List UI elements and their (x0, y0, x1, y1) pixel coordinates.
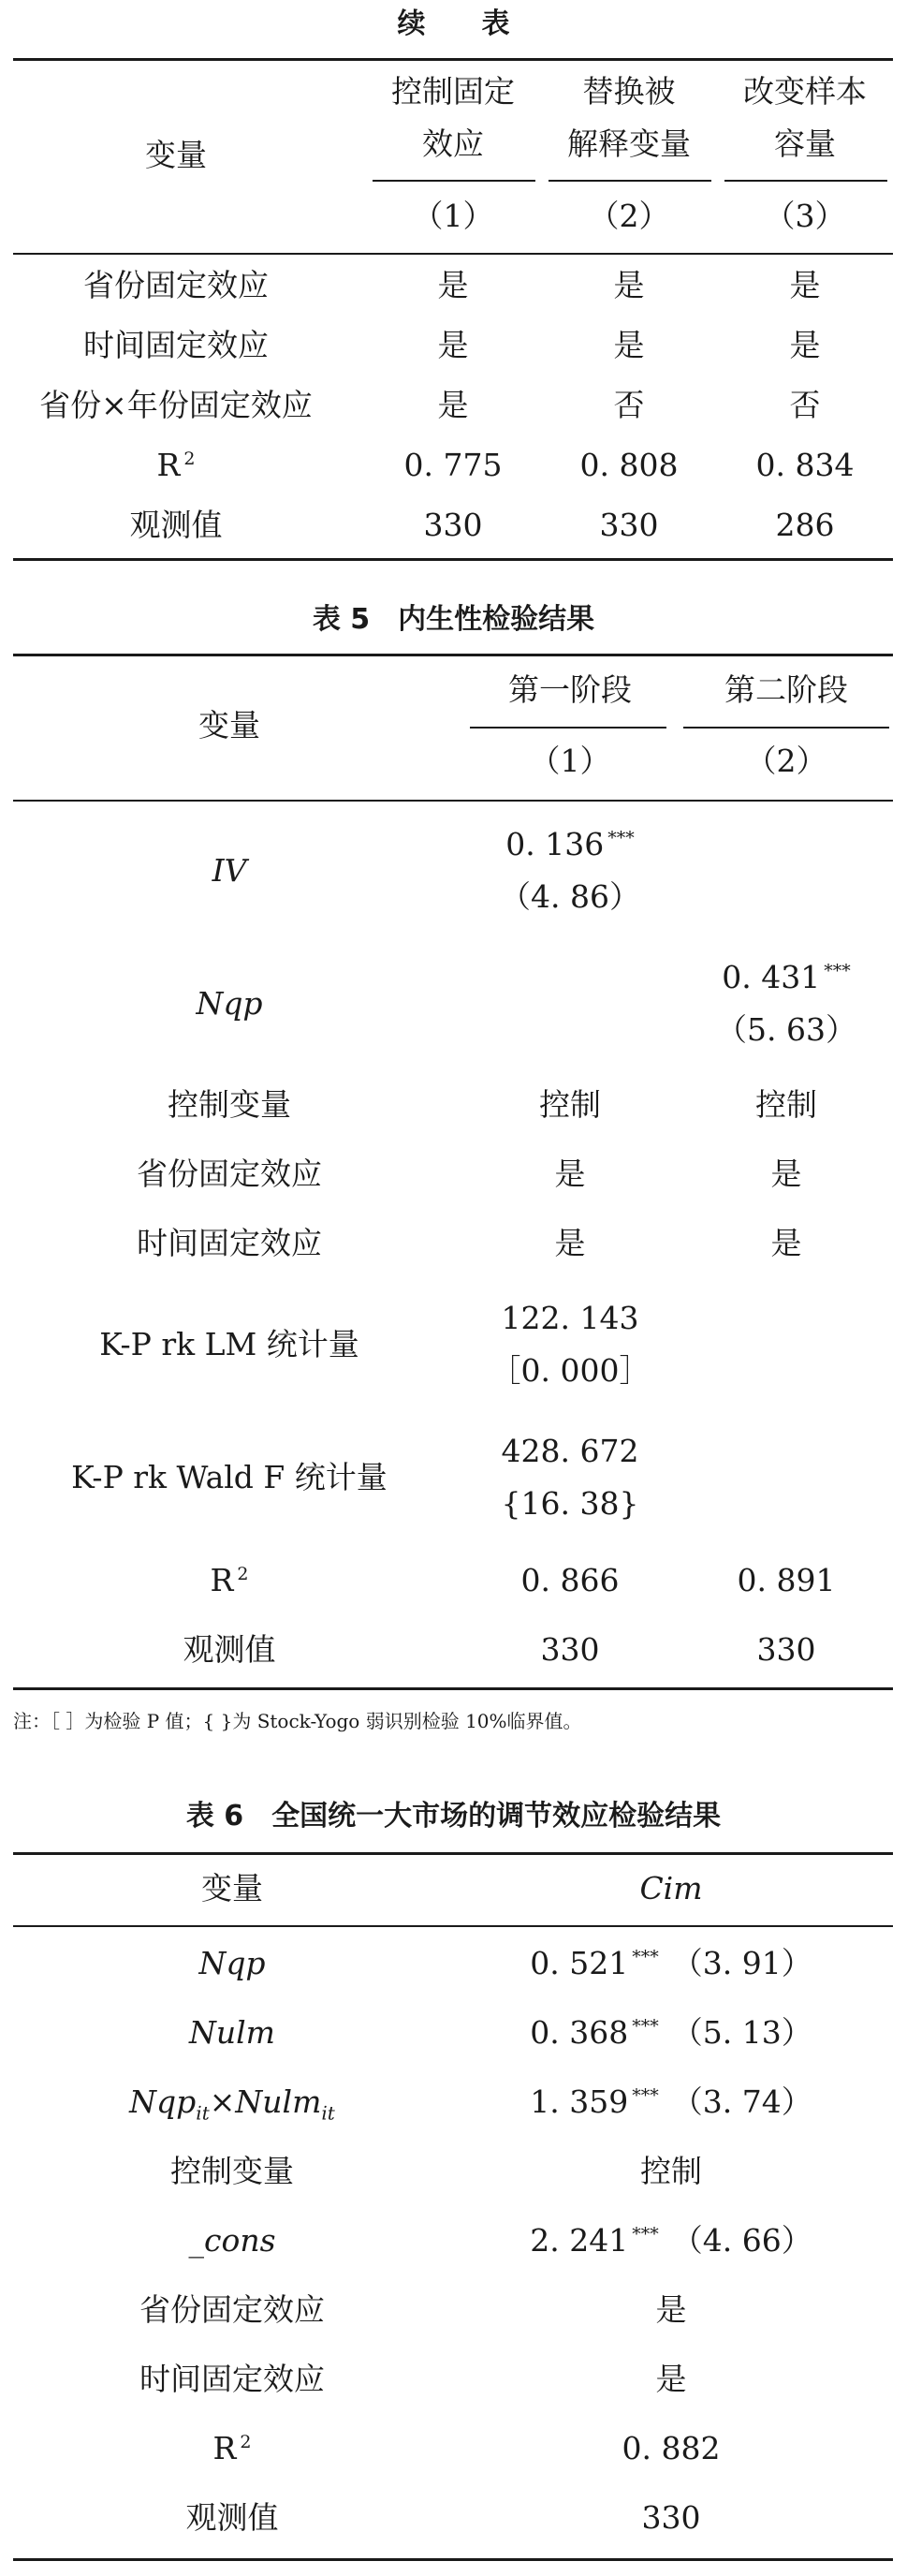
cell-value: 是 (770, 1225, 802, 1261)
table5-top-rule (13, 654, 893, 656)
cell-value: 是 (437, 327, 469, 363)
row-label: 时间固定效应 (139, 2361, 325, 2397)
row-label: 省份×年份固定效应 (39, 387, 313, 423)
table-cont-header-col2: 替换被 解释变量 (567, 73, 691, 162)
table5-col2-number: （2） (745, 743, 827, 779)
cell-value: 否 (789, 387, 821, 423)
table5-note: 注：［ ］为检验 P 值；{ }为 Stock-Yogo 弱识别检验 10%临界值。 (13, 1710, 582, 1732)
cell-value: 是 (770, 1156, 802, 1192)
cell-value: 是 (613, 327, 645, 363)
cell-value: 2. 241 *** （4. 66） (530, 2222, 812, 2259)
row-label: 省份固定效应 (137, 1156, 322, 1192)
table5-header-stage1: 第一阶段 (508, 671, 632, 708)
row-label: Nqp (198, 1945, 266, 1981)
row-label: 控制变量 (170, 2153, 294, 2189)
table-cont-col3-number: （3） (764, 198, 846, 234)
cell-value: 是 (655, 2361, 687, 2397)
row-label: K-P rk LM 统计量 (99, 1326, 359, 1362)
cell-value: 0. 891 (737, 1562, 836, 1598)
row-label: 观测值 (183, 1631, 276, 1668)
cell-value: 0. 834 (755, 447, 855, 483)
cell-value: 0. 775 (403, 447, 503, 483)
row-label: 时间固定效应 (83, 327, 269, 363)
cell-value: 是 (789, 267, 821, 303)
row-label: R $^2$ (212, 2430, 252, 2466)
table-cont-header-rule-3 (724, 180, 887, 182)
row-label: 控制变量 (168, 1086, 291, 1123)
cell-value: 330 (756, 1631, 816, 1668)
table6-header-variable: 变量 (201, 1870, 263, 1906)
cell-value: 是 (437, 387, 469, 423)
cell-value: 0. 521 *** （3. 91） (530, 1945, 812, 1981)
cell-value: 否 (613, 387, 645, 423)
cell-value: 是 (613, 267, 645, 303)
table6-header-bottom-rule (13, 1925, 893, 1927)
table5-header-bottom-rule (13, 800, 893, 802)
cell-value: 0. 368 *** （5. 13） (530, 2014, 812, 2051)
table5-col1-number: （1） (529, 743, 611, 779)
table-cont-header-variable: 变量 (145, 137, 207, 173)
table-cont-header-col3: 改变样本 容量 (743, 73, 867, 162)
cell-value: 330 (599, 507, 659, 543)
cell-value: 是 (437, 267, 469, 303)
row-label: R $^2$ (210, 1562, 249, 1598)
cell-value: 0. 882 (622, 2430, 721, 2466)
cell-value: 是 (655, 2291, 687, 2328)
row-label: R $^2$ (156, 447, 196, 483)
table6-top-rule (13, 1852, 893, 1855)
table-cont-header-rule-1 (373, 180, 535, 182)
table-cont-header-bottom-rule (13, 253, 893, 255)
row-label: K-P rk Wald F 统计量 (71, 1459, 388, 1495)
table-cont-col1-number: （1） (412, 198, 494, 234)
table5-header-rule-1 (470, 727, 666, 729)
cell-value: 控制 (539, 1086, 601, 1123)
cell-value: 1. 359 *** （3. 74） (530, 2083, 812, 2120)
cell-value: 330 (540, 1631, 600, 1668)
table-cont-title: 续 表 (397, 7, 510, 40)
cell-value: 是 (554, 1156, 586, 1192)
row-label: 观测值 (185, 2499, 279, 2536)
row-label: Nqp (196, 985, 263, 1022)
row-label: 省份固定效应 (83, 267, 269, 303)
cell-value: 控制 (640, 2153, 702, 2189)
row-label: _cons (188, 2222, 276, 2259)
row-label: IV (212, 852, 247, 889)
cell-value: 0. 808 (579, 447, 679, 483)
cell-value: 0. 866 (520, 1562, 620, 1598)
row-label: Nulm (189, 2014, 275, 2051)
cell-value: 是 (554, 1225, 586, 1261)
table-cont-bottom-rule (13, 558, 893, 561)
table5-header-rule-2 (683, 727, 889, 729)
table-cont-header-col1: 控制固定 效应 (391, 73, 515, 162)
cell-value: 330 (423, 507, 483, 543)
cell-value: 122. 143 ［0. 000］ (490, 1300, 651, 1389)
table5-header-stage2: 第二阶段 (724, 671, 848, 708)
row-label: Nqp$_{it}$×Nulm$_{it}$ (129, 2083, 335, 2125)
cell-value: 控制 (755, 1086, 817, 1123)
table6-bottom-rule (13, 2558, 893, 2561)
table-cont-header-rule-2 (549, 180, 711, 182)
table5-bottom-rule (13, 1687, 893, 1690)
cell-value: 330 (641, 2499, 701, 2536)
cell-value: 是 (789, 327, 821, 363)
row-label: 观测值 (129, 507, 223, 543)
table6-header-cim: Cim (639, 1870, 703, 1906)
cell-value: 0. 431 *** （5. 63） (716, 959, 856, 1048)
table6-title: 表 6 全国统一大市场的调节效应检验结果 (185, 1800, 722, 1833)
table5-title: 表 5 内生性检验结果 (312, 603, 595, 636)
cell-value: 428. 672 {16. 38} (501, 1433, 639, 1522)
row-label: 省份固定效应 (139, 2291, 325, 2328)
table-cont-col2-number: （2） (588, 198, 670, 234)
cell-value: 286 (775, 507, 835, 543)
cell-value: 0. 136 *** （4. 86） (500, 826, 640, 915)
row-label: 时间固定效应 (137, 1225, 322, 1261)
table5-header-variable: 变量 (198, 707, 260, 743)
